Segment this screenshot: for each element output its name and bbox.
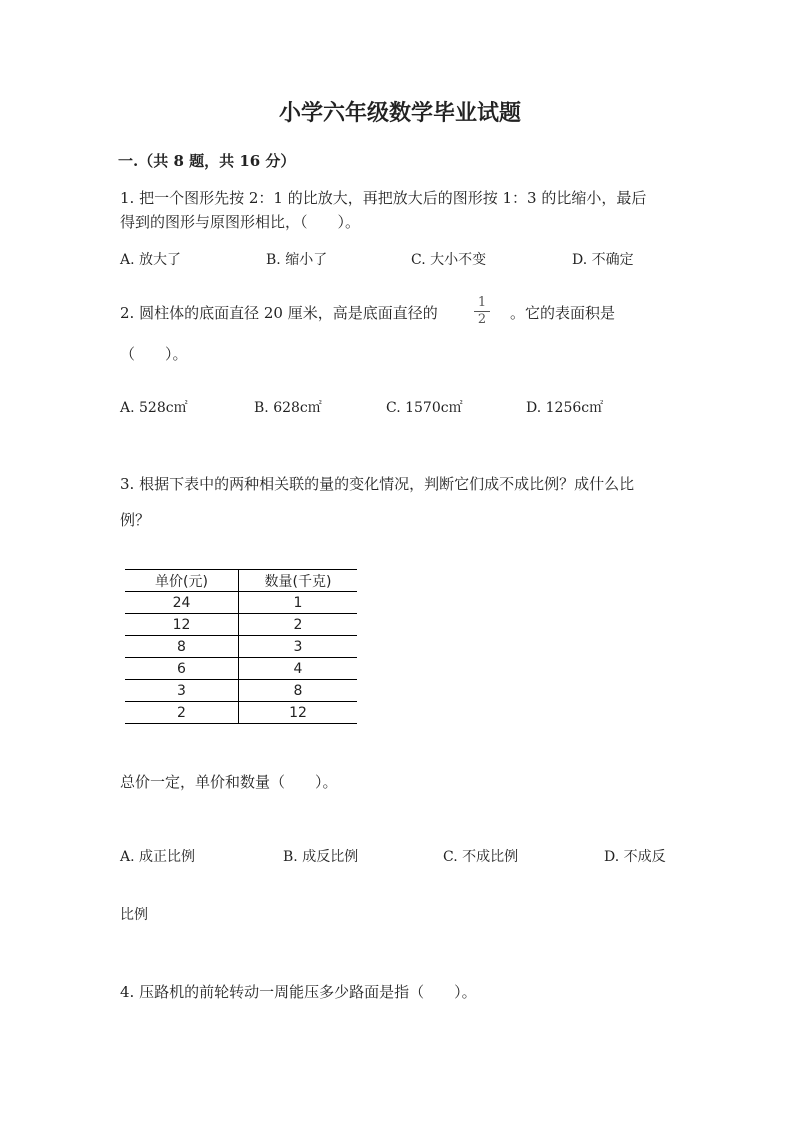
fraction-denominator: 2 [477,312,487,327]
table-header-row [125,570,357,592]
question-3-line-2: 例？ [120,511,151,529]
question-1-option-b: B. 缩小了 [266,252,328,268]
question-2-line-1: 2. 圆柱体的底面直径 20 厘米，高是底面直径的 [120,304,438,322]
table-cell-quantity: 2 [239,614,358,636]
question-1-option-d: D. 不确定 [572,252,634,268]
section-heading: 一.（共 8 题，共 16 分） [118,152,296,170]
table-header-quantity: 数量(千克) [239,570,358,592]
fraction-one-half [474,296,490,327]
page-title: 小学六年级数学毕业试题 [278,100,521,126]
table-row [125,658,357,680]
question-2-option-a: A. 528c㎡ [120,400,188,416]
fraction-numerator: 1 [477,295,487,310]
question-3-option-b: B. 成反比例 [283,849,359,865]
question-2-line-2: （ ）。 [120,345,188,363]
question-2-option-b: B. 628c㎡ [254,400,322,416]
price-quantity-table [125,569,357,724]
question-1-line-1: 1. 把一个图形先按 2：1 的比放大，再把放大后的图形按 1：3 的比缩小，最后 [120,189,647,207]
question-4-line-1: 4. 压路机的前轮转动一周能压多少路面是指（ ）。 [120,983,477,1001]
table-cell-quantity: 8 [239,680,358,702]
question-3-option-a: A. 成正比例 [120,849,196,865]
table-cell-price: 3 [125,680,239,702]
table-row [125,702,357,724]
table-row [125,614,357,636]
question-3-line-1: 3. 根据下表中的两种相关联的量的变化情况，判断它们成不成比例？成什么比 [120,475,635,493]
table-cell-quantity: 12 [239,702,358,724]
table-cell-quantity: 1 [239,592,358,614]
table-cell-quantity: 4 [239,658,358,680]
question-1-option-a: A. 放大了 [120,252,182,268]
question-2-option-d: D. 1256c㎡ [526,400,604,416]
table-cell-price: 24 [125,592,239,614]
question-3-option-d-wrap: 比例 [120,907,148,923]
question-2-option-c: C. 1570c㎡ [386,400,463,416]
question-3-option-c: C. 不成比例 [443,849,519,865]
table-cell-quantity: 3 [239,636,358,658]
table-row [125,680,357,702]
question-2-line-1-tail: 。它的表面积是 [510,304,616,322]
table-cell-price: 8 [125,636,239,658]
question-1-line-2: 得到的图形与原图形相比，（ ）。 [120,213,361,231]
table-cell-price: 12 [125,614,239,636]
question-3-stem: 总价一定，单价和数量（ ）。 [120,773,338,791]
table-cell-price: 6 [125,658,239,680]
table-row [125,592,357,614]
question-3-option-d: D. 不成反 [604,849,666,865]
table-cell-price: 2 [125,702,239,724]
table-row [125,636,357,658]
question-1-option-c: C. 大小不变 [411,252,487,268]
table-header-unit-price: 单价(元) [125,570,239,592]
